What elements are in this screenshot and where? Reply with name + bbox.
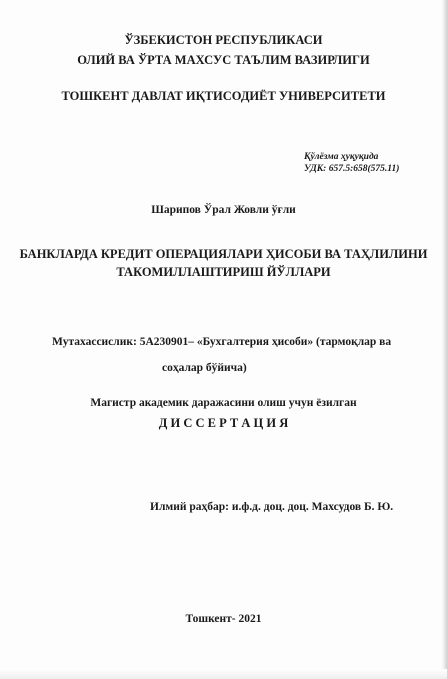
specialty-line1: Мутахассислик: 5А230901– «Бухгалтерия ҳисоби» (тармоқлар ва	[52, 336, 392, 348]
specialty-line2: соҳалар бўйича)	[162, 362, 247, 374]
manuscript-note: Қўлёзма ҳуқуқида	[304, 152, 379, 162]
ministry-heading: ОЛИЙ ВА ЎРТА МАХСУС ТАЪЛИМ ВАЗИРЛИГИ	[77, 53, 370, 67]
thesis-title-line2: ТАКОМИЛЛАШТИРИШ ЙЎЛЛАРИ	[116, 265, 331, 279]
degree-purpose: Магистр академик даражасини олиш учун ёзилган	[90, 397, 357, 409]
page-bottom-shadow	[0, 669, 447, 679]
republic-heading: ЎЗБЕКИСТОН РЕСПУБЛИКАСИ	[124, 33, 323, 47]
scientific-supervisor: Илмий раҳбар: и.ф.д. доц. доц. Махсудов Б. Ю.	[150, 501, 394, 513]
thesis-title-line1: БАНКЛАРДА КРЕДИТ ОПЕРАЦИЯЛАРИ ҲИСОБИ ВА ТАҲЛИЛИНИ	[19, 247, 428, 261]
page-edge-shadow	[441, 0, 447, 679]
dissertation-label: Д И С С Е Р Т А Ц И Я	[158, 416, 289, 430]
author-name: Шарипов Ўрал Жовли ўғли	[151, 204, 296, 216]
udk-code: УДК: 657.5:658(575.11)	[304, 164, 400, 174]
university-heading: ТОШКЕНТ ДАВЛАТ ИҚТИСОДИЁТ УНИВЕРСИТЕТИ	[61, 89, 386, 103]
city-year: Тошкент- 2021	[185, 613, 262, 625]
